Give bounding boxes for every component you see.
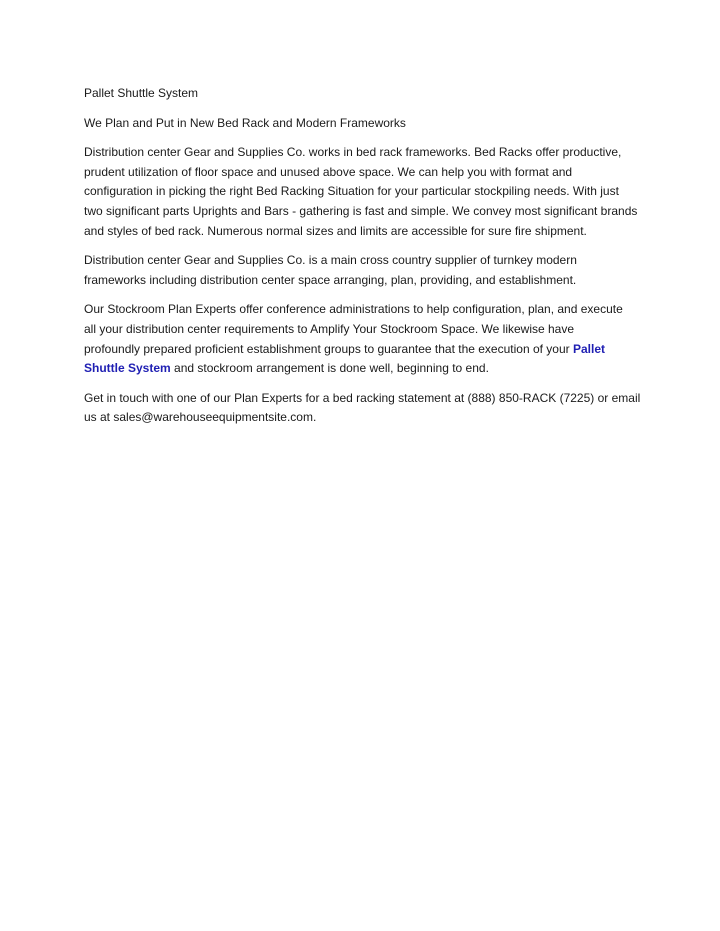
pallet-shuttle-link-part-2[interactable]: Shuttle System — [84, 361, 171, 376]
paragraph-3-line-4 — [84, 359, 636, 379]
document-page — [84, 84, 641, 438]
paragraph-4-line-2: us at sales@warehouseequipmentsite.com. — [84, 410, 317, 425]
paragraph-1-line-3: configuration in picking the right Bed Racking Situation for your particular stockpiling needs. With just — [84, 184, 619, 199]
document-subtitle-block — [84, 114, 636, 134]
document-title-block — [84, 84, 636, 104]
paragraph-2-line-2: frameworks including distribution center space arranging, plan, providing, and establishment. — [84, 272, 577, 287]
paragraph-1-line-5: and styles of bed rack. Numerous normal sizes and limits are accessible for sure fire shipment. — [84, 223, 587, 238]
paragraph-4-line-1: Get in touch with one of our Plan Experts for a bed racking statement at (888) 850-RACK (7225) or email — [84, 390, 641, 405]
paragraph-3 — [84, 300, 636, 378]
paragraph-4 — [84, 389, 641, 428]
paragraph-2 — [84, 251, 636, 290]
paragraph-3-line-3-text: profoundly prepared proficient establishment groups to guarantee that the execution of your — [84, 341, 573, 356]
document-title: Pallet Shuttle System — [84, 86, 199, 100]
paragraph-3-line-2: all your distribution center requirements to Amplify Your Stockroom Space. We likewise have — [84, 321, 575, 336]
document-subtitle: We Plan and Put in New Bed Rack and Modern Frameworks — [84, 115, 406, 130]
paragraph-3-line-3 — [84, 340, 636, 360]
paragraph-2-line-1: Distribution center Gear and Supplies Co. is a main cross country supplier of turnkey modern — [84, 253, 577, 268]
paragraph-1 — [84, 143, 636, 241]
pallet-shuttle-link-part-1[interactable]: Pallet — [572, 341, 605, 356]
paragraph-1-line-2: prudent utilization of floor space and unused above space. We can help you with format and — [84, 164, 573, 179]
paragraph-3-line-1: Our Stockroom Plan Experts offer conference administrations to help configuration, plan, and execute — [84, 302, 623, 317]
paragraph-3-line-4-text: and stockroom arrangement is done well, beginning to end. — [170, 361, 489, 376]
paragraph-1-line-1: Distribution center Gear and Supplies Co. works in bed rack frameworks. Bed Racks offer productive, — [84, 145, 622, 160]
paragraph-1-line-4: two significant parts Uprights and Bars - gathering is fast and simple. We convey most significant brands — [84, 203, 638, 218]
